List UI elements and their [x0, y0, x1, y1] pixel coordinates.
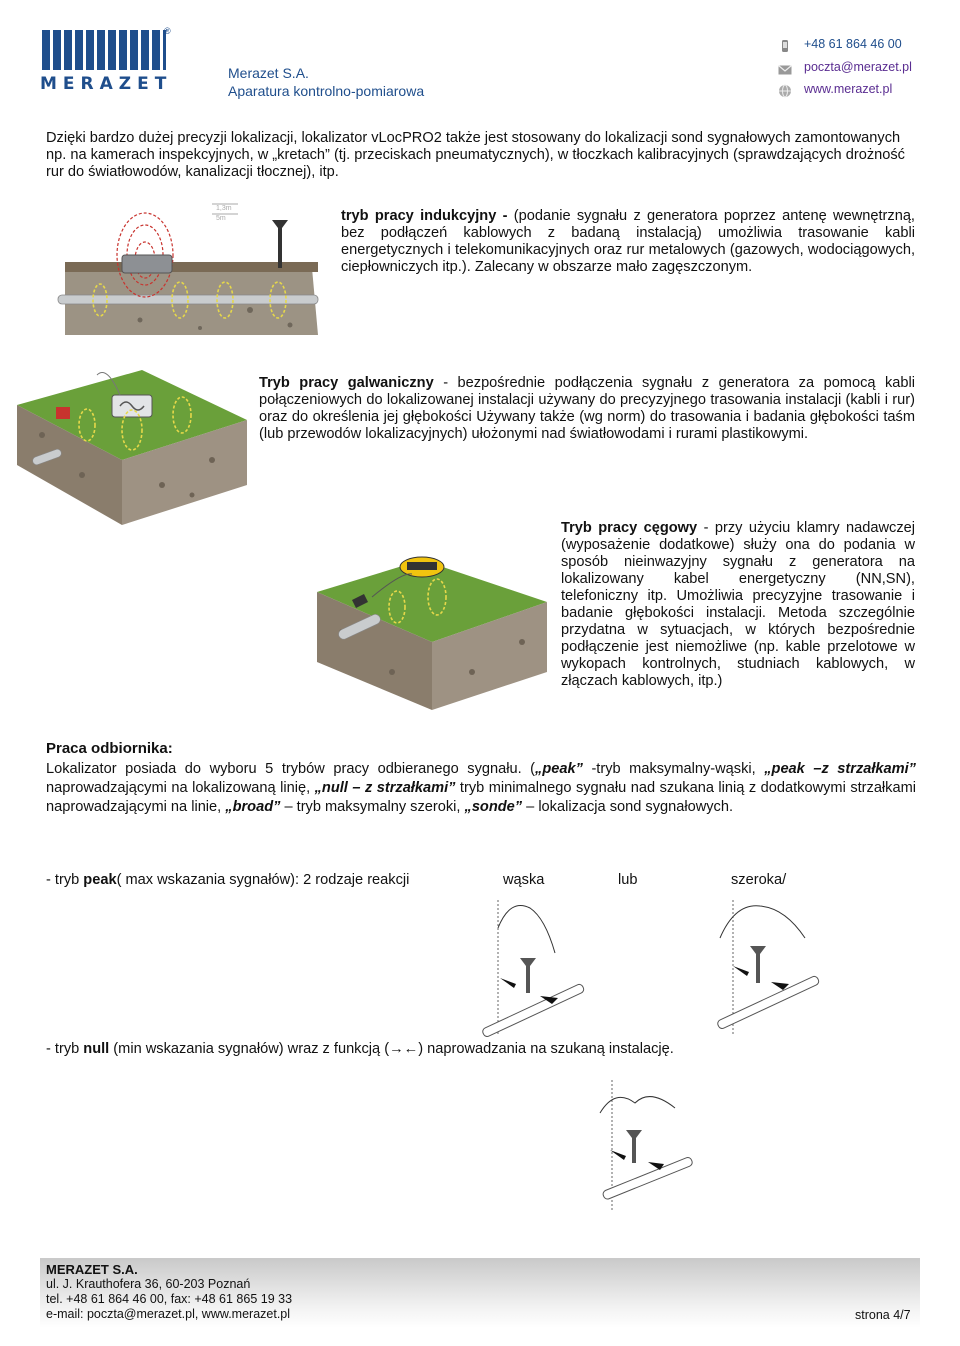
null-line-rest: (min wskazania sygnałów) wraz z funkcją (: [109, 1041, 390, 1057]
peak-wide-label: szeroka/: [731, 872, 787, 888]
receiver-text-c: naprowadzającymi na lokalizowaną linię,: [46, 780, 315, 796]
phone-icon: [778, 38, 792, 50]
page-number: strona 4/7: [855, 1308, 911, 1322]
peak-line-prefix: - tryb: [46, 872, 84, 888]
null-line-end: ) naprowadzania na szukaną instalację.: [418, 1041, 674, 1057]
peak-line-rest: ( max wskazania sygnałów): 2 rodzaje reakcji: [116, 872, 410, 888]
mode-sonde-label: „sonde”: [464, 799, 523, 815]
null-arrows-symbol: →←: [389, 1041, 419, 1057]
footer-company-name: MERAZET S.A.: [46, 1262, 138, 1277]
company-name: Merazet S.A.: [228, 65, 309, 81]
clamp-mode-title: Tryb pracy cęgowy: [561, 520, 698, 536]
footer-address-block: [46, 1262, 292, 1322]
peak-narrow-label: wąska: [503, 872, 545, 888]
receiver-heading: Praca odbiornika:: [46, 740, 173, 757]
depth-label-bottom: 5m: [216, 215, 226, 222]
inductive-mode-title: tryb pracy indukcyjny -: [341, 208, 508, 224]
header-website-link[interactable]: www.merazet.pl: [804, 82, 893, 96]
clamp-mode-illustration: [312, 552, 552, 712]
footer-phone-fax: tel. +48 61 864 46 00, fax: +48 61 865 19 33: [46, 1292, 293, 1306]
galvanic-mode-title: Tryb pracy galwaniczny: [259, 375, 434, 391]
logo-stripes: [42, 30, 166, 70]
company-tagline: Aparatura kontrolno-pomiarowa: [228, 83, 425, 99]
receiver-text-d: tryb minimalnego sygnału nad szukana linią z dodatkowymi strzałkami naprowadzającymi na linie,: [46, 780, 916, 815]
peak-mode-line: [46, 872, 409, 888]
receiver-text-a: Lokalizator posiada do wyboru 5 trybów pracy odbieranego sygnału. (: [46, 761, 536, 777]
peak-narrow-diagram: [470, 898, 590, 1038]
null-line-prefix: - tryb: [46, 1041, 84, 1057]
inductive-mode-illustration: [50, 200, 322, 335]
peak-or-label: lub: [618, 872, 638, 888]
null-line-mode: null: [83, 1041, 110, 1057]
galvanic-mode-illustration: [12, 365, 252, 525]
depth-label-top: 1,3m: [216, 205, 232, 212]
intro-paragraph: Dzięki bardzo dużej precyzji lokalizacji, lokalizator vLocPRO2 także jest stosowany do lokalizacji sond sygnałowych zamontowanych np. na kamerach inspekcyjnych, w „kretach” (tj. przeciskach pneumatycznych), w tłoczkach kalibracyjnych (sprawdzających drożność rur do światłowodów, kanalizacji tłocznej), itp.: [46, 130, 905, 180]
mode-peak-label: „peak”: [535, 761, 583, 777]
company-block: [228, 64, 424, 100]
receiver-text-f: – lokalizacja sond sygnałowych.: [522, 799, 734, 815]
inductive-mode-text: (podanie sygnału z generatora poprzez antenę wewnętrzną, bez podłączeń kablowych z badaną instalacją) umożliwia trasowanie kabli energetycznych i telekomunikacyjnych oraz rur metalowych (gazowych, wodociągowych, ciepłowniczych itp.). Zalecany w obszarze mało zagęszczonym.: [341, 208, 915, 275]
footer-email-web: e-mail: poczta@merazet.pl, www.merazet.pl: [46, 1307, 291, 1321]
merazet-logo: [40, 26, 173, 100]
logo-text: MERAZET: [40, 74, 173, 94]
receiver-paragraph: [46, 760, 916, 817]
peak-line-mode: peak: [83, 872, 117, 888]
clamp-mode-text: - przy użyciu klamry nadawczej (wyposażenie dodatkowe) służy ona do podania w sposób nieinwazyjny sygnału z generatora na lokalizowany kabel energetyczny (NN,SN), telefoniczny itp. Umożliwia precyzyjne trasowanie i badanie głębokości instalacji. Metoda szczególnie przydatna w sytuacjach, w których bezpośrednie podłączenie jest niemożliwe (np. kable przelotowe w wykopach kontrolnych, studniach kablowych, w złączach kablowych, itp.): [561, 520, 916, 689]
envelope-icon: [778, 61, 792, 73]
logo-registered-mark: ®: [164, 26, 171, 36]
receiver-text-b: -tryb maksymalny-wąski,: [582, 761, 765, 777]
mode-peak-arrows-label: „peak –z strzałkami”: [764, 761, 916, 777]
globe-icon: [778, 83, 792, 95]
mode-null-arrows-label: „null – z strzałkami”: [314, 780, 456, 796]
clamp-mode-paragraph: [561, 520, 915, 690]
header-contact: [778, 33, 912, 101]
null-mode-line: [46, 1041, 674, 1057]
receiver-text-e: – tryb maksymalny szeroki,: [280, 799, 465, 815]
galvanic-mode-paragraph: [259, 375, 915, 443]
galvanic-mode-text: - bezpośrednie podłączenia sygnału z generatora za pomocą kabli połączeniowych do lokalizowanej instalacji używany do precyzyjnego trasowania instalacji (kabli i rur) oraz do określenia jej głębokości Używany także (wg norm) do trasowania i badania głębokości taśm (lub przewodów lokalizacyjnych) ułożonymi nad światłowodami i rurami plastikowymi.: [259, 375, 915, 442]
footer-address: ul. J. Krauthofera 36, 60-203 Poznań: [46, 1277, 251, 1291]
inductive-mode-paragraph: [341, 208, 915, 276]
header-phone: +48 61 864 46 00: [804, 37, 902, 51]
null-mode-diagram: [590, 1078, 700, 1213]
header-email-link[interactable]: poczta@merazet.pl: [804, 59, 912, 74]
mode-broad-label: „broad”: [225, 799, 281, 815]
peak-wide-diagram: [705, 898, 825, 1038]
